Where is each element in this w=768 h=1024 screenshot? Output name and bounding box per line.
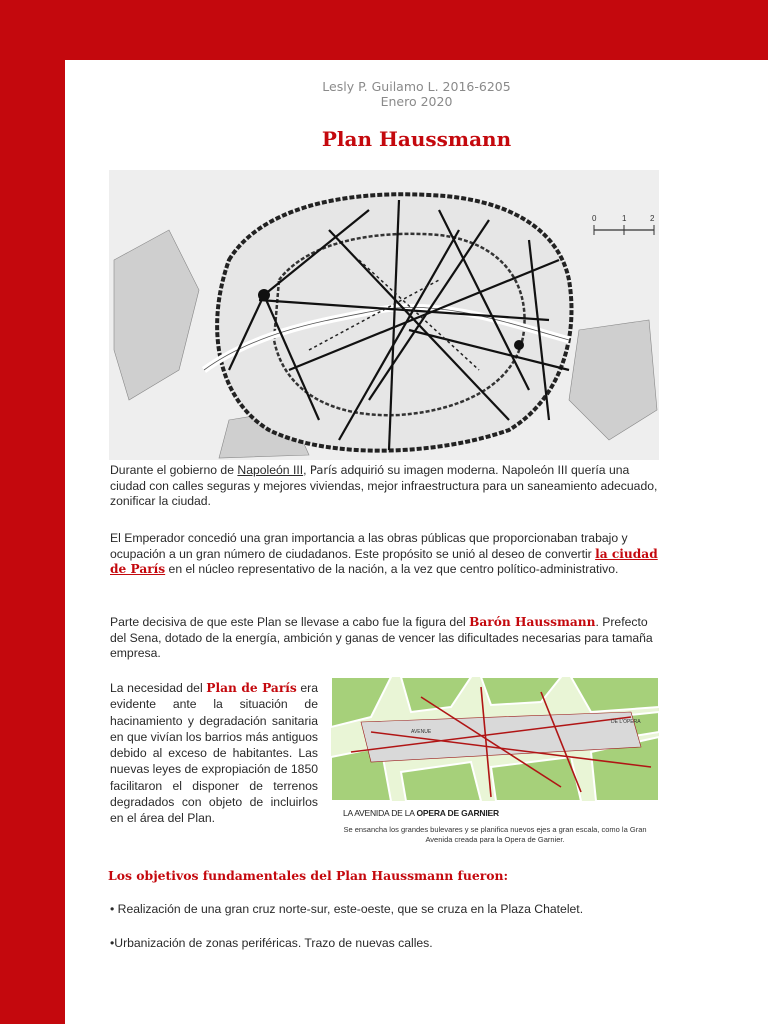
paragraph-intro xyxy=(110,463,662,510)
paragraph-necesidad xyxy=(110,680,318,827)
objectives-heading: Los objetivos fundamentales del Plan Haussmann fueron: xyxy=(108,868,509,883)
page-title: Plan Haussmann xyxy=(321,127,512,151)
map-caption-description: Se ensancha los grandes bulevares y se planifica nuevos ejes a gran escala, como la Gran Avenida creada para la Opera de Garnier. xyxy=(343,825,647,844)
napoleon-link[interactable]: Napoleón III xyxy=(237,463,304,477)
scale-label: 2 xyxy=(650,214,655,223)
paris-word: París xyxy=(309,463,338,477)
text-run: Parte decisiva de que este Plan se llevase a cabo fue la figura del xyxy=(110,615,470,629)
paragraph-emperor xyxy=(110,531,662,578)
caption-bold: OPERA DE GARNIER xyxy=(416,808,499,818)
street-label: DE L'OPERA xyxy=(611,719,641,725)
map-caption-title xyxy=(343,808,499,818)
paragraph-baron xyxy=(110,615,662,662)
text-run: adquirió su imagen moderna. Napoleón III quería una ciudad con calles seguras y mejores viviendas, mejor infraestructura para un saneamiento adecuado, zonificar la ciudad. xyxy=(110,463,658,508)
opera-avenue-map-image xyxy=(331,677,659,801)
date-line: Enero 2020 xyxy=(380,94,453,109)
text-run: El Emperador concedió una gran importancia a las obras públicas que proporcionaban trabajo y ocupación a un gran número de ciudadanos. Este propósito se unió al deseo de convertir xyxy=(110,531,628,561)
list-item: • Realización de una gran cruz norte-sur, este-oeste, que se cruza en la Plaza Chatelet. xyxy=(110,902,584,916)
scale-label: 1 xyxy=(622,214,627,223)
text-run: . Prefecto del Sena, dotado de la energía, ambición y ganas de vencer las dificultades necesarias para tamaña empresa. xyxy=(110,615,653,660)
document-page xyxy=(65,60,768,1024)
plan-de-paris-text: Plan de París xyxy=(206,681,297,695)
caption-prefix: LA AVENIDA DE LA xyxy=(343,808,417,818)
text-run: La necesidad del xyxy=(110,681,207,695)
paris-plan-map-image xyxy=(109,170,659,460)
text-run: en el núcleo representativo de la nación, a la vez que centro político-administrativo. xyxy=(165,562,619,576)
text-run: , xyxy=(303,463,310,477)
scale-label: 0 xyxy=(592,214,597,223)
text-run: era evidente ante la situación de hacinamiento y degradación sanitaria en que vivían los barrios más antiguos debido al exceso de habitantes. Las nuevas leyes de expropiación de 1850 facilitaron el disponer de terrenos degradados con objeto de incluirlos en el área del Plan. xyxy=(110,681,319,826)
street-label: AVENUE xyxy=(411,729,432,735)
ciudad-de-paris-link[interactable]: la ciudad de París xyxy=(110,546,658,576)
text-run: Durante el gobierno de xyxy=(110,463,238,477)
list-item: •Urbanización de zonas periféricas. Trazo de nuevas calles. xyxy=(110,936,433,950)
baron-haussmann-text: Barón Haussmann xyxy=(469,615,596,629)
author-line: Lesly P. Guilamo L. 2016-6205 xyxy=(322,79,511,94)
